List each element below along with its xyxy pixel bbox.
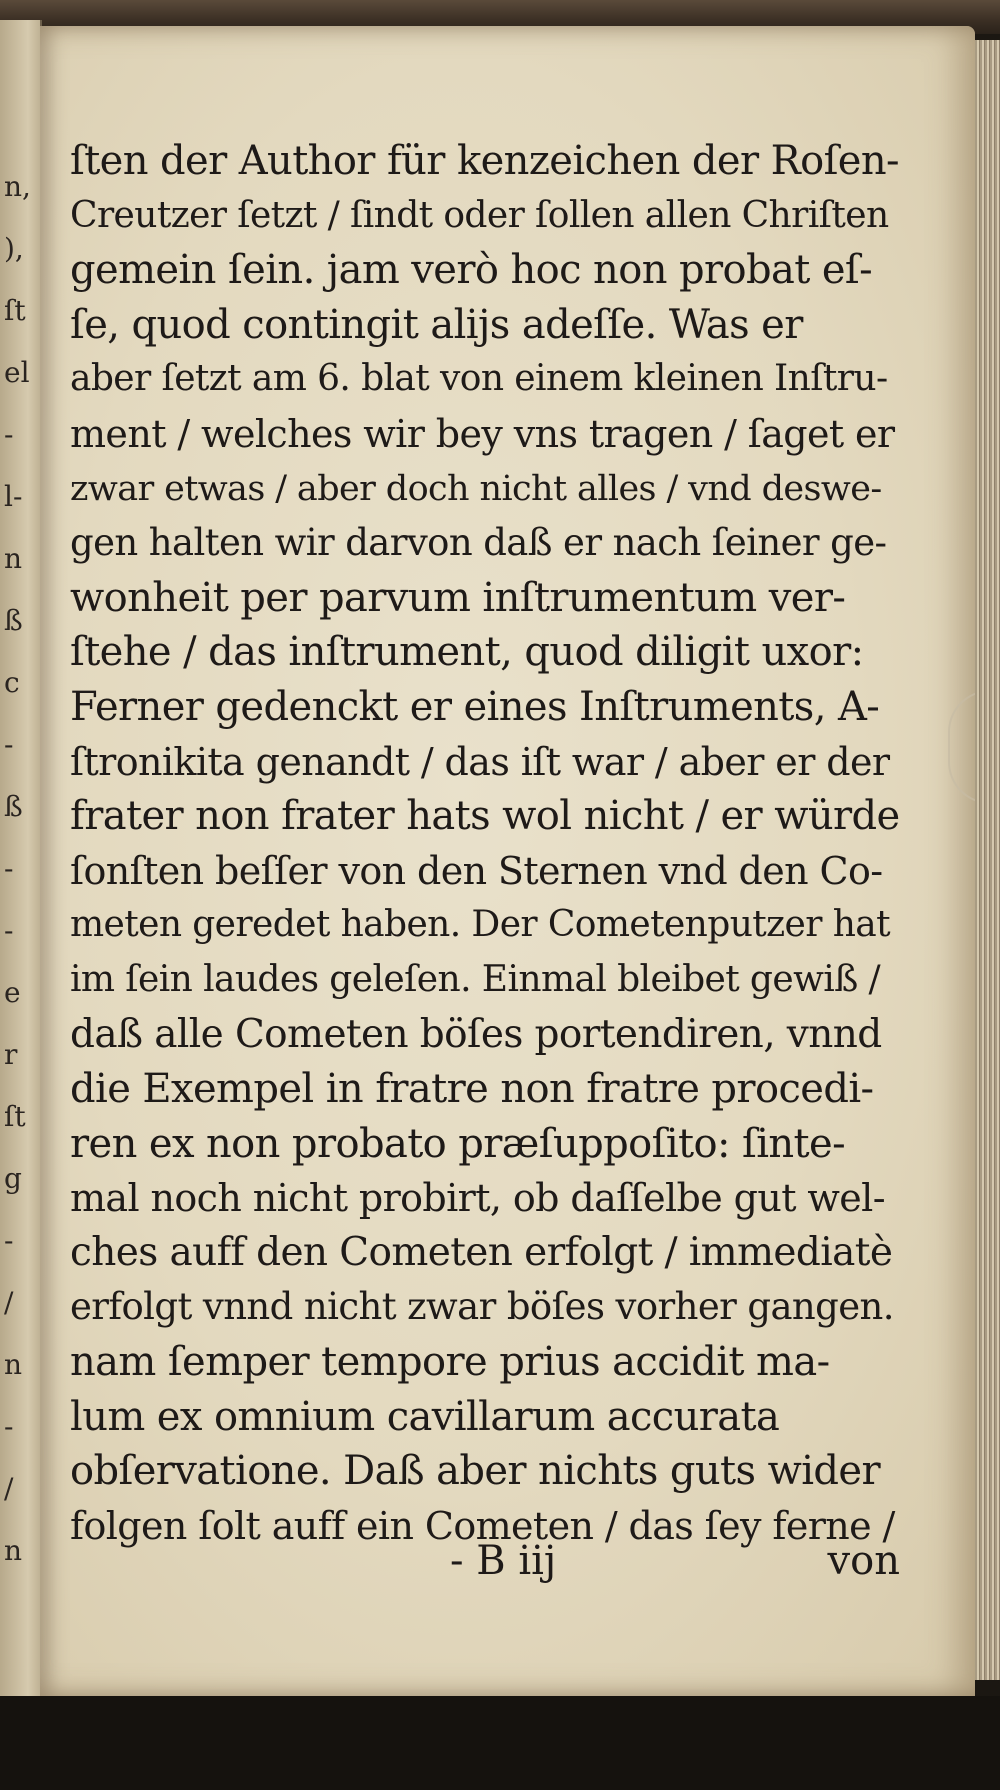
facing-page-fragment: - [4,914,14,947]
text-line: folgen ſolt auff ein Cometen / das ſey ferne / [70,1503,895,1548]
text-line: die Exempel in fratre non fratre procedi- [70,1066,874,1113]
signature-mark: - B iij [450,1538,557,1584]
text-line: ren ex non probato præſuppoſito: ſinte- [70,1120,846,1167]
text-line: im ſein laudes geleſen. Einmal bleibet gewiß / [70,958,881,1000]
facing-page-fragment: ſt [4,294,26,327]
text-line: Creutzer ſetzt / ſindt oder ſollen allen Chriſten [70,194,889,236]
facing-page-fragment: - [4,1224,14,1257]
facing-page-fragment: c [4,666,20,699]
facing-page-fragment: - [4,852,14,885]
text-line: meten geredet haben. Der Cometenputzer hat [70,904,891,946]
text-line: gen halten wir darvon daß er nach ſeiner ge- [70,521,887,565]
facing-page-fragment: l- [4,480,23,513]
facing-page-fragment: - [4,728,14,761]
text-line: obſervatione. Daß aber nichts guts wider [70,1448,881,1495]
text-line: mal noch nicht probirt, ob daſſelbe gut wel- [70,1176,885,1221]
facing-page-fragment: ß [4,604,23,637]
text-line: Ferner gedenckt er eines Inſtruments, A- [70,683,880,730]
catchword: von [827,1538,900,1584]
facing-page-fragment: ß [4,790,23,823]
page-edges [975,40,1000,1680]
text-line: ſten der Author für kenzeichen der Roſen- [70,138,899,184]
facing-page-fragment: / [4,1472,14,1505]
facing-page-fragment: g [4,1162,22,1195]
page-footer [70,1538,900,1594]
facing-page-fragment: el [4,356,30,389]
text-line: erfolgt vnnd nicht zwar böſes vorher gangen. [70,1285,894,1329]
body-text [70,134,900,1553]
text-line: frater non frater hats wol nicht / er würde [70,793,900,840]
text-line: gemein ſein. jam verò hoc non probat eſ- [70,247,873,294]
background-shadow [0,1696,1000,1790]
facing-page-fragment: ſt [4,1100,26,1133]
text-line: aber ſetzt am 6. blat von einem kleinen Inſtru- [70,358,888,400]
text-line: zwar etwas / aber doch nicht alles / vnd deswe- [70,468,882,509]
facing-page-fragment: ), [4,232,24,265]
book-page [40,26,975,1696]
text-line: wonheit per parvum inſtrumentum ver- [70,574,846,621]
text-line: nam ſemper tempore prius accidit ma- [70,1339,830,1386]
text-line: ment / welches wir bey vns tragen / ſaget er [70,411,895,456]
facing-page-fragment: / [4,1286,14,1319]
facing-page-fragment: n [4,542,23,575]
text-line: daß alle Cometen böſes portendiren, vnnd [70,1011,882,1057]
facing-page-fragment: n [4,1534,23,1567]
text-line: ſe, quod contingit alijs adeſſe. Was er [70,301,803,348]
facing-page-fragment: r [4,1038,18,1071]
text-line: ſtronikita genandt / das iſt war / aber er der [70,739,890,784]
facing-page-strip [0,20,42,1700]
facing-page-fragment: n, [4,170,31,203]
facing-page-fragment: n [4,1348,23,1381]
text-line: ſtehe / das inſtrument, quod diligit uxor: [70,629,864,676]
facing-page-fragment: e [4,976,21,1009]
facing-page-fragment: - [4,418,14,451]
facing-page-fragment: - [4,1410,14,1443]
text-line: lum ex omnium cavillarum accurata [70,1393,780,1440]
text-line: ſonſten beſſer von den Sternen vnd den Co- [70,848,883,893]
text-line: ches auff den Cometen erfolgt / immediatè [70,1229,893,1275]
